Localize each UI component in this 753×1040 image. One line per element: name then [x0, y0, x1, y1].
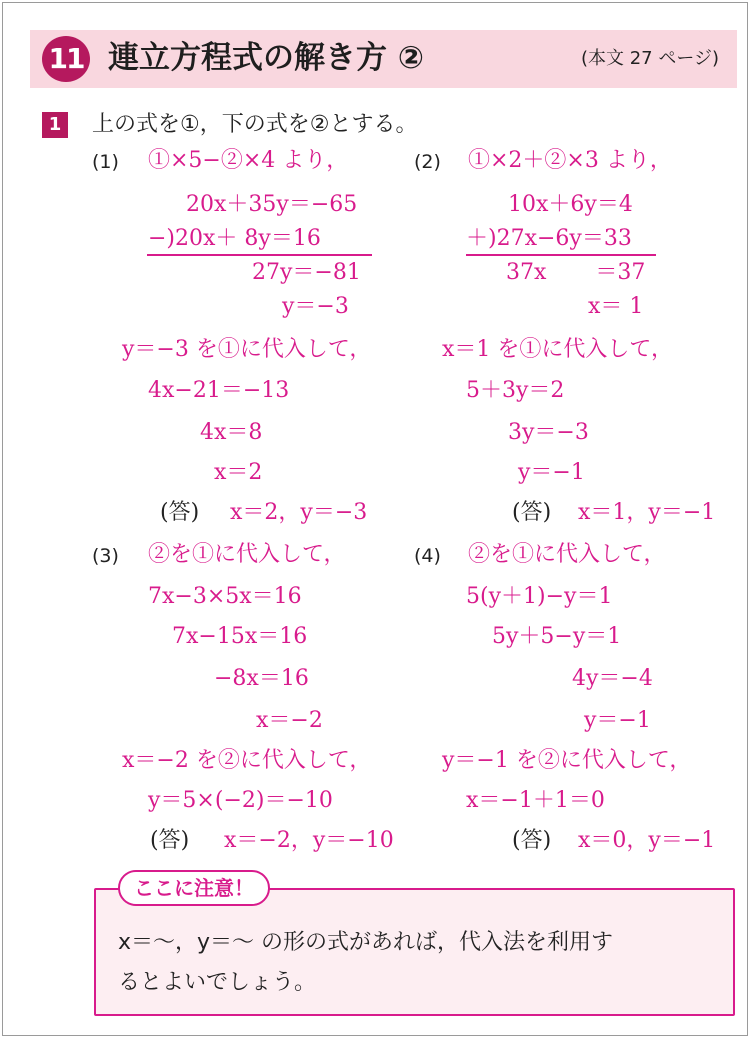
- part-4-equation: y＝−1: [584, 708, 651, 733]
- section-header: [30, 30, 737, 88]
- part-1-answer-label: (答): [160, 500, 200, 525]
- part-3-equation: 7x−15x＝16: [172, 624, 308, 649]
- part-2-equation: y＝−1: [518, 460, 585, 485]
- part-1-equation: 27y＝−81: [252, 260, 361, 285]
- part-2-equation: 37x ＝37: [506, 260, 646, 285]
- caution-text-line-2: るとよいでしょう。: [118, 970, 317, 995]
- part-3-equation: x＝−2: [256, 708, 323, 733]
- question-number-badge: 1: [42, 112, 68, 138]
- part-2-answer-label: (答): [512, 500, 552, 525]
- part-2-label: (2): [414, 151, 441, 173]
- part-4-step: ②を①に代入して，: [468, 542, 666, 567]
- question-intro: 上の式を①，下の式を②とする。: [92, 112, 418, 137]
- part-2-step: ①×2＋②×3 より，: [468, 148, 672, 173]
- part-1-equation: 20x＋35y＝−65: [186, 192, 358, 217]
- part-1-equation: x＝2: [214, 460, 263, 485]
- part-2-sum-line: [466, 254, 656, 256]
- part-2-answer: x＝1，y＝−1: [578, 500, 716, 525]
- page-reference: (本文 27 ページ): [580, 48, 719, 69]
- part-1-sum-line: [147, 254, 372, 256]
- part-4-equation: 4y＝−4: [572, 666, 653, 691]
- part-4-step: y＝−1 を②に代入して，: [442, 748, 692, 773]
- section-title: 連立方程式の解き方 ②: [108, 40, 425, 76]
- part-1-label: (1): [92, 151, 119, 173]
- part-4-answer-label: (答): [512, 828, 552, 853]
- part-2-equation: 10x＋6y＝4: [508, 192, 633, 217]
- part-1-answer: x＝2，y＝−3: [230, 500, 368, 525]
- part-2-step: x＝1 を①に代入して，: [442, 337, 673, 362]
- part-1-equation: −)20x＋ 8y＝16: [148, 226, 321, 251]
- part-3-label: (3): [92, 545, 119, 567]
- part-2-equation: 3y＝−3: [508, 420, 589, 445]
- part-3-step: ②を①に代入して，: [148, 542, 346, 567]
- part-1-equation: 4x−21＝−13: [148, 378, 290, 403]
- part-2-equation: ＋)27x−6y＝33: [466, 226, 632, 251]
- part-1-step: y＝−3 を①に代入して，: [122, 337, 372, 362]
- part-4-answer: x＝0，y＝−1: [578, 828, 716, 853]
- part-4-equation: x＝−1＋1＝0: [466, 788, 605, 813]
- part-3-step: x＝−2 を②に代入して，: [122, 748, 372, 773]
- part-1-step: ①×5−②×4 より，: [148, 148, 349, 173]
- part-3-equation: −8x＝16: [214, 666, 309, 691]
- part-3-answer-label: (答): [150, 828, 190, 853]
- caution-title: ここに注意！: [118, 870, 270, 906]
- part-4-equation: 5y＋5−y＝1: [492, 624, 622, 649]
- caution-text-line-1: x＝〜，y＝〜 の形の式があれば，代入法を利用す: [118, 930, 614, 955]
- part-1-equation: 4x＝8: [200, 420, 263, 445]
- part-2-equation: 5＋3y＝2: [466, 378, 565, 403]
- part-3-equation: y＝5×(−2)＝−10: [148, 788, 333, 813]
- part-1-equation: y＝−3: [282, 294, 349, 319]
- part-4-equation: 5(y＋1)−y＝1: [466, 584, 613, 609]
- part-3-equation: 7x−3×5x＝16: [148, 584, 302, 609]
- section-number-badge: 11: [42, 36, 90, 82]
- part-4-label: (4): [414, 545, 441, 567]
- part-3-answer: x＝−2，y＝−10: [224, 828, 394, 853]
- part-2-equation: x＝ 1: [588, 294, 644, 319]
